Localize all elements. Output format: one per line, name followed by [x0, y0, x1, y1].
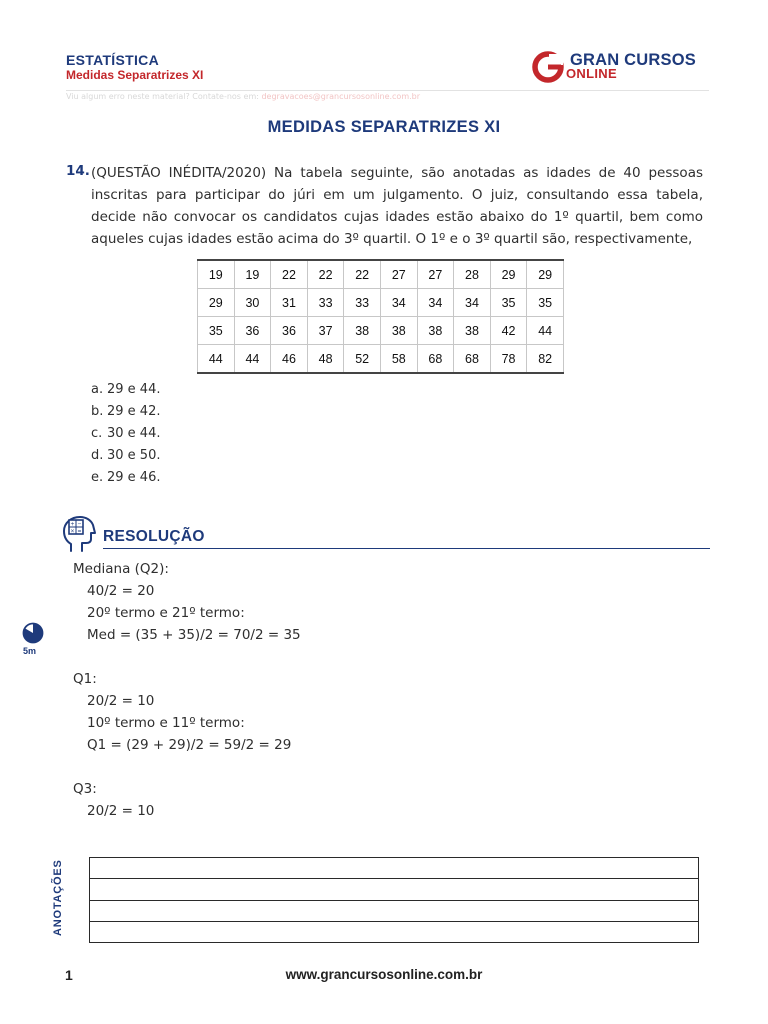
svg-text:×: ×: [70, 528, 75, 535]
median-line: 20º termo e 21º termo:: [87, 605, 245, 621]
contact-email-link[interactable]: degravacoes@grancursosonline.com.br: [261, 92, 421, 101]
page-number: 1: [65, 967, 73, 983]
table-cell: 37: [307, 317, 344, 345]
table-cell: 58: [380, 345, 417, 374]
option-b[interactable]: [91, 401, 160, 423]
q3-heading: Q3:: [73, 781, 97, 797]
table-cell: 29: [527, 260, 564, 289]
table-cell: 31: [271, 289, 308, 317]
table-cell: 34: [417, 289, 454, 317]
svg-text:−: −: [77, 521, 82, 528]
contact-text: Viu algum erro neste material? Contate-nos em:: [66, 92, 262, 101]
resolution-divider: [103, 548, 710, 549]
logo-text-gran: GRAN CURSOS: [570, 51, 696, 69]
option-letter: c.: [91, 426, 103, 441]
table-cell: 38: [380, 317, 417, 345]
table-cell: 38: [454, 317, 491, 345]
subject-title: ESTATÍSTICA: [66, 52, 160, 68]
gran-cursos-logo: [532, 50, 702, 84]
median-line: Med = (35 + 35)/2 = 70/2 = 35: [87, 627, 301, 643]
resolution-title: RESOLUÇÃO: [103, 528, 205, 545]
notes-rule: [90, 921, 698, 922]
q3-line: 20/2 = 10: [87, 803, 155, 819]
table-cell: 22: [271, 260, 308, 289]
table-row: [198, 317, 564, 345]
option-c[interactable]: [91, 423, 160, 445]
contact-line: [66, 92, 420, 101]
table-cell: 68: [454, 345, 491, 374]
page-title: MEDIDAS SEPARATRIZES XI: [267, 118, 501, 136]
table-cell: 27: [417, 260, 454, 289]
q1-line: 20/2 = 10: [87, 693, 155, 709]
notes-box[interactable]: [89, 857, 699, 943]
table-cell: 28: [454, 260, 491, 289]
svg-text:=: =: [77, 528, 82, 535]
option-letter: d.: [91, 448, 104, 463]
question-text: (QUESTÃO INÉDITA/2020) Na tabela seguinte, são anotadas as idades de 40 pessoas inscritas para participar do júri em um julgamento. O juiz, consultando essa tabela, decide não convocar os candidatos cujas idades estão abaixo do 1º quartil, bem como aqueles cujas idades estão acima do 3º quartil. O 1º e o 3º quartil são, respectivamente,: [91, 165, 703, 247]
option-e[interactable]: [91, 467, 160, 489]
table-cell: 34: [380, 289, 417, 317]
table-cell: 44: [527, 317, 564, 345]
table-row: [198, 345, 564, 374]
table-cell: 29: [198, 289, 235, 317]
table-cell: 48: [307, 345, 344, 374]
option-text: 30 e 50.: [107, 448, 161, 463]
table-cell: 82: [527, 345, 564, 374]
q1-line: 10º termo e 11º termo:: [87, 715, 245, 731]
svg-text:+: +: [70, 521, 75, 528]
ages-table: [197, 259, 564, 374]
table-cell: 35: [490, 289, 527, 317]
table-cell: 22: [307, 260, 344, 289]
q1-line: Q1 = (29 + 29)/2 = 59/2 = 29: [87, 737, 292, 753]
logo-text-online: ONLINE: [566, 66, 617, 81]
footer-url-link[interactable]: www.grancursosonline.com.br: [285, 967, 483, 982]
table-cell: 36: [234, 317, 271, 345]
table-cell: 38: [344, 317, 381, 345]
option-d[interactable]: [91, 445, 160, 467]
table-row: [198, 260, 564, 289]
question-number: 14.: [66, 163, 90, 179]
resolution-calculator-head-icon: [62, 514, 98, 554]
table-cell: 44: [198, 345, 235, 374]
table-row: [198, 289, 564, 317]
option-text: 29 e 44.: [107, 382, 161, 397]
logo-g-mark-icon: [532, 50, 568, 84]
table-cell: 35: [527, 289, 564, 317]
table-cell: 29: [490, 260, 527, 289]
table-cell: 19: [198, 260, 235, 289]
median-heading: Mediana (Q2):: [73, 561, 169, 577]
table-cell: 38: [417, 317, 454, 345]
table-cell: 42: [490, 317, 527, 345]
table-cell: 35: [198, 317, 235, 345]
timer-label: 5m: [23, 646, 37, 656]
table-cell: 33: [307, 289, 344, 317]
notes-label: ANOTAÇÕES: [52, 859, 64, 936]
option-letter: a.: [91, 382, 104, 397]
notes-rule: [90, 878, 698, 879]
table-cell: 19: [234, 260, 271, 289]
table-cell: 33: [344, 289, 381, 317]
option-letter: e.: [91, 470, 104, 485]
median-line: 40/2 = 20: [87, 583, 155, 599]
topic-subtitle: Medidas Separatrizes XI: [66, 68, 204, 82]
table-cell: 30: [234, 289, 271, 317]
option-a[interactable]: [91, 379, 160, 401]
table-cell: 68: [417, 345, 454, 374]
table-cell: 27: [380, 260, 417, 289]
table-cell: 34: [454, 289, 491, 317]
header-divider: [66, 90, 709, 91]
table-cell: 46: [271, 345, 308, 374]
table-cell: 22: [344, 260, 381, 289]
option-text: 29 e 42.: [107, 404, 161, 419]
option-letter: b.: [91, 404, 104, 419]
option-text: 29 e 46.: [107, 470, 161, 485]
answer-options: [91, 379, 160, 489]
notes-rule: [90, 900, 698, 901]
option-text: 30 e 44.: [107, 426, 161, 441]
table-cell: 52: [344, 345, 381, 374]
table-cell: 36: [271, 317, 308, 345]
timer-icon: [21, 620, 45, 644]
q1-heading: Q1:: [73, 671, 97, 687]
table-cell: 44: [234, 345, 271, 374]
table-cell: 78: [490, 345, 527, 374]
